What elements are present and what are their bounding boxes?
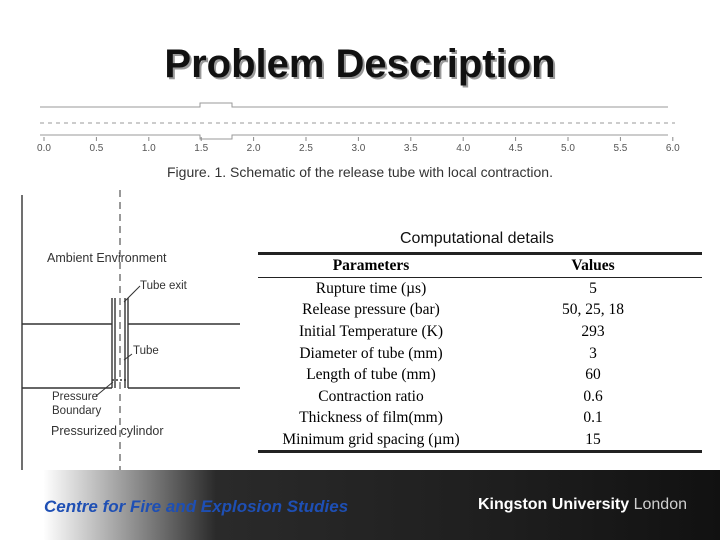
ruler-tick-label: 0.5 <box>89 143 104 154</box>
table-row <box>258 299 702 321</box>
cell-value: 5 <box>589 279 597 297</box>
label-tube-exit: Tube exit <box>140 280 187 292</box>
cell-parameter: Initial Temperature (K) <box>298 323 444 341</box>
cell-parameter: Diameter of tube (mm) <box>299 344 443 362</box>
header-values: Values <box>484 254 702 278</box>
footer-centre-name: Centre for Fire and Explosion Studies <box>44 497 349 516</box>
university-name: Kingston University <box>478 496 630 513</box>
label-tube: Tube <box>133 345 159 357</box>
table-row <box>258 277 702 299</box>
cell-parameter: Contraction ratio <box>318 387 424 405</box>
ruler-tick-label: 6.0 <box>665 143 680 154</box>
cell-parameter: Rupture time (µs) <box>315 279 427 297</box>
computational-details-table <box>258 252 702 453</box>
ruler-tick-labels <box>37 137 680 154</box>
cell-value: 3 <box>589 344 597 362</box>
cell-parameter: Length of tube (mm) <box>306 366 436 384</box>
ruler-tick-label: 1.0 <box>141 143 156 154</box>
cell-value: 15 <box>585 431 601 449</box>
cell-parameter: Minimum grid spacing (µm) <box>282 431 460 449</box>
cell-parameter: Release pressure (bar) <box>302 301 440 319</box>
table-row <box>258 342 702 364</box>
table-row <box>258 429 702 452</box>
ruler-tick-label: 5.0 <box>561 143 575 154</box>
tube-exit-pointer <box>124 286 140 302</box>
tube-profile-figure <box>0 95 720 157</box>
table-row <box>258 364 702 386</box>
cell-parameter: Thickness of film(mm) <box>299 409 443 427</box>
university-logo-text <box>478 496 687 514</box>
ruler-tick-label: 4.5 <box>508 143 523 154</box>
cell-value: 293 <box>581 323 605 341</box>
label-pressure-boundary-1: Pressure <box>52 391 99 403</box>
ruler-tick-label: 2.0 <box>246 143 261 154</box>
slide-title: Problem Description <box>164 42 556 86</box>
ruler-tick-label: 3.0 <box>351 143 366 154</box>
ruler-tick-label: 3.5 <box>403 143 418 154</box>
table-row <box>258 407 702 429</box>
table-header-row <box>258 254 702 278</box>
table-row <box>258 321 702 343</box>
ruler-tick-label: 1.5 <box>194 143 209 154</box>
table-row <box>258 386 702 408</box>
cell-value: 50, 25, 18 <box>562 301 624 319</box>
label-pressurized-cylinder: Pressurized cylindor <box>51 424 164 438</box>
ruler-tick-label: 0.0 <box>37 143 51 154</box>
ruler-tick-label: 4.0 <box>456 143 471 154</box>
label-ambient-environment: Ambient Environment <box>47 251 167 265</box>
tube-profile-outline <box>40 103 675 139</box>
ruler-tick-label: 5.5 <box>613 143 628 154</box>
cell-value: 0.6 <box>583 387 603 405</box>
university-location: London <box>633 496 687 513</box>
table-title: Computational details <box>400 230 554 247</box>
pressure-boundary-pointer <box>96 382 113 396</box>
figure-caption: Figure. 1. Schematic of the release tube with local contraction. <box>167 164 553 180</box>
ruler-tick-label: 2.5 <box>299 143 313 154</box>
tube-schematic <box>0 190 250 475</box>
cell-value: 0.1 <box>583 409 603 427</box>
label-pressure-boundary-2: Boundary <box>52 405 102 417</box>
header-parameters: Parameters <box>258 254 484 278</box>
cell-value: 60 <box>585 366 601 384</box>
